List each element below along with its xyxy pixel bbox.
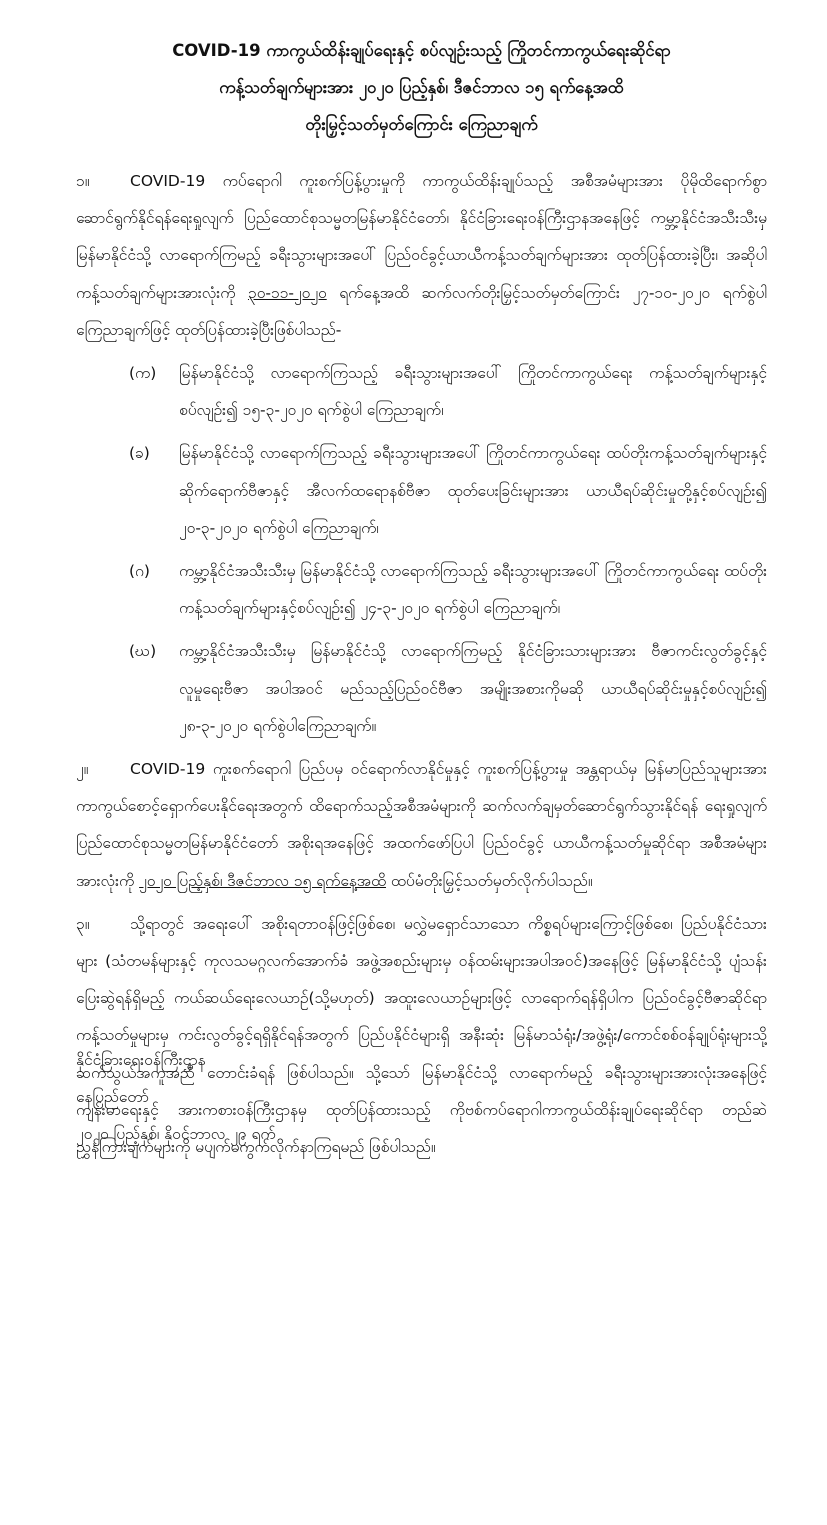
sub-item-ga	[76, 553, 767, 627]
paragraph-number: ၁။	[76, 172, 90, 190]
sub-item-label: (ခ)	[129, 444, 150, 463]
paragraph-text: ထပ်မံတိုးမြှင့်သတ်မှတ်လိုက်ပါသည်။	[385, 871, 593, 890]
sub-item-text: မြန်မာနိုင်ငံသို့ လာရောက်ကြသည့် ခရီးသွားများအပေါ် ကြိုတင်ကာကွယ်ရေး ကန့်သတ်ချက်များနှင့်စပ်လျဉ်း၍ ၁၅-၃-၂၀၂၀ ရက်စွဲပါ ကြေညာချက်၊	[179, 364, 767, 420]
signature-block	[76, 1042, 276, 1153]
paragraph-text: COVID-19 ကူးစက်ရောဂါ ပြည်ပမှ ဝင်ရောက်လာနိုင်မှုနှင့် ကူးစက်ပြန့်ပွားမှု အန္တရာယ်မှ မြန်မာပြည်သူများအား ကာကွယ်စောင့်ရှောက်ပေးနိုင်ရေးအတွက် ထိရောက်သည့်အစီအမံများကို ဆက်လက်ချမှတ်ဆောင်ရွက်သွားနိုင်ရန် ရေးရှုလျက် ပြည်ထောင်စုသမ္မတမြန်မာနိုင်ငံတော် အစိုးရအနေဖြင့် အထက်ဖော်ပြပါ ပြည်ဝင်ခွင့် ယာယီကန့်သတ်မှုဆိုင်ရာ အစီအမံများအားလုံးကို	[76, 760, 767, 890]
paragraph-1	[76, 163, 767, 349]
sub-item-text: ကမ္ဘာ့နိုင်ငံအသီးသီးမှ မြန်မာနိုင်ငံသို့ လာရောက်ကြမည့် နိုင်ငံခြားသားများအား ဗီဇာကင်းလွတ်ခွင့်နှင့် လူမှုရေးဗီဇာ အပါအဝင် မည်သည့်ပြည်ဝင်ဗီဇာ အမျိုးအစားကိုမဆို ယာယီရပ်ဆိုင်းမှုနှင့်စပ်လျဉ်း၍ ၂၈-၃-၂၀၂၀ ရက်စွဲပါကြေညာချက်။	[179, 642, 767, 735]
sub-item-kha	[76, 435, 767, 547]
underlined-date: ၃၀-၁၁-၂၀၂၀	[247, 283, 327, 302]
issuing-ministry: နိုင်ငံခြားရေးဝန်ကြီးဌာန	[76, 1051, 206, 1069]
underlined-date: ၂၀၂၀ ပြည့်နှစ်၊ ဒီဇင်ဘာလ ၁၅ ရက်နေ့အထိ	[139, 871, 386, 890]
paragraph-text: ရက်နေ့အထိ ဆက်လက်တိုးမြှင့်သတ်မှတ်ကြောင်း ၂၇-၁၀-၂၀၂၀ ရက်စွဲပါကြေညာချက်ဖြင့် ထုတ်ပြန်ထားခဲ့ပြီးဖြစ်ပါသည်-	[76, 283, 767, 339]
paragraph-2	[76, 751, 767, 900]
paragraph-text: သို့ရာတွင် အရေးပေါ် အစိုးရတာဝန်ဖြင့်ဖြစ်စေ၊ မလွှဲမရှောင်သာသော ကိစ္စရပ်များကြောင့်ဖြစ်စေ၊ ပြည်ပနိုင်ငံသားများ (သံတမန်များနှင့် ကုလသမဂ္ဂလက်အောက်ခံ အဖွဲ့အစည်းများမှ ဝန်ထမ်းများအပါအဝင်)အနေဖြင့် မြန်မာနိုင်ငံသို့ ပျံသန်းပြေးဆွဲရန်ရှိမည့် ကယ်ဆယ်ရေးလေယာဉ်(သို့မဟုတ်) အထူးလေယာဉ်များဖြင့် လာရောက်ရန်ရှိပါက ပြည်ဝင်ခွင့်ဗီဇာဆိုင်ရာ ကန့်သတ်မှုများမှ ကင်းလွတ်ခွင့်ရရှိနိုင်ရန်အတွက် ပြည်ပနိုင်ငံများရှိ အနီးဆုံး မြန်မာသံရုံး/အဖွဲ့ရုံး/ကောင်စစ်ဝန်ချုပ်ရုံးများသို့ ဆက်သွယ်အကူအညီ တောင်းခံရန် ဖြစ်ပါသည်။ သို့သော် မြန်မာနိုင်ငံသို့ လာရောက်မည့် ခရီးသွားများအားလုံးအနေဖြင့် ကျန်းမာရေးနှင့် အားကစားဝန်ကြီးဌာနမှ ထုတ်ပြန်ထားသည့် ကိုဗစ်ကပ်ရောဂါကာကွယ်ထိန်းချုပ်ရေးဆိုင်ရာ တည်ဆဲညွှန်ကြားချက်များကို မပျက်မကွက်လိုက်နာကြရမည် ဖြစ်ပါသည်။	[76, 914, 767, 1157]
sub-item-label: (ဃ)	[129, 642, 157, 661]
sub-item-ka	[76, 355, 767, 429]
paragraph-text: COVID-19 ကပ်ရောဂါ ကူးစက်ပြန့်ပွားမှုကို ကာကွယ်ထိန်းချုပ်သည့် အစီအမံများအား ပိုမိုထိရောက်စွာ ဆောင်ရွက်နိုင်ရန်ရေးရှုလျက် ပြည်ထောင်စုသမ္မတမြန်မာနိုင်ငံတော်၊ နိုင်ငံခြားရေးဝန်ကြီးဌာနအနေဖြင့် ကမ္ဘာ့နိုင်ငံအသီးသီးမှ မြန်မာနိုင်ငံသို့ လာရောက်ကြမည့် ခရီးသွားများအပေါ် ပြည်ဝင်ခွင့်ယာယီကန့်သတ်ချက်များအား ထုတ်ပြန်ထားခဲ့ပြီး၊ အဆိုပါ ကန့်သတ်ချက်များအားလုံးကို	[76, 172, 767, 302]
sub-item-label: (က)	[129, 364, 157, 383]
title-line-3: တိုးမြှင့်သတ်မှတ်ကြောင်း ကြေညာချက်	[305, 115, 538, 134]
title-line-2: ကန့်သတ်ချက်များအား ၂၀၂၀ ပြည့်နှစ်၊ ဒီဇင်ဘာလ ၁၅ ရက်နေ့အထိ	[219, 78, 624, 97]
sub-item-text: ကမ္ဘာ့နိုင်ငံအသီးသီးမှ မြန်မာနိုင်ငံသို့ လာရောက်ကြသည့် ခရီးသွားများအပေါ် ကြိုတင်ကာကွယ်ရေး ထပ်တိုးကန့်သတ်ချက်များနှင့်စပ်လျဉ်း၍ ၂၄-၃-၂၀၂၀ ရက်စွဲပါ ကြေညာချက်၊	[179, 562, 767, 618]
issue-date: ၂၀၂၀ ပြည့်နှစ်၊ နိုဝင်ဘာလ ၂၉ ရက်	[76, 1125, 276, 1143]
sub-item-gha	[76, 633, 767, 745]
issuing-place: နေပြည်တော်	[76, 1088, 149, 1106]
paragraph-number: ၂။	[76, 760, 89, 779]
sub-item-label: (ဂ)	[129, 562, 150, 581]
title-line-1: COVID-19 ကာကွယ်ထိန်းချုပ်ရေးနှင့် စပ်လျဉ်းသည့် ကြိုတင်ကာကွယ်ရေးဆိုင်ရာ	[172, 41, 671, 60]
document-title	[76, 32, 767, 143]
paragraph-number: ၃။	[76, 914, 90, 933]
sub-item-text: မြန်မာနိုင်ငံသို့ လာရောက်ကြသည့် ခရီးသွားများအပေါ် ကြိုတင်ကာကွယ်ရေး ထပ်တိုးကန့်သတ်ချက်များနှင့် ဆိုက်ရောက်ဗီဇာနှင့် အီလက်ထရောနစ်ဗီဇာ ထုတ်ပေးခြင်းများအား ယာယီရပ်ဆိုင်းမှုတို့နှင့်စပ်လျဉ်း၍ ၂၀-၃-၂၀၂၀ ရက်စွဲပါ ကြေညာချက်၊	[179, 444, 767, 537]
